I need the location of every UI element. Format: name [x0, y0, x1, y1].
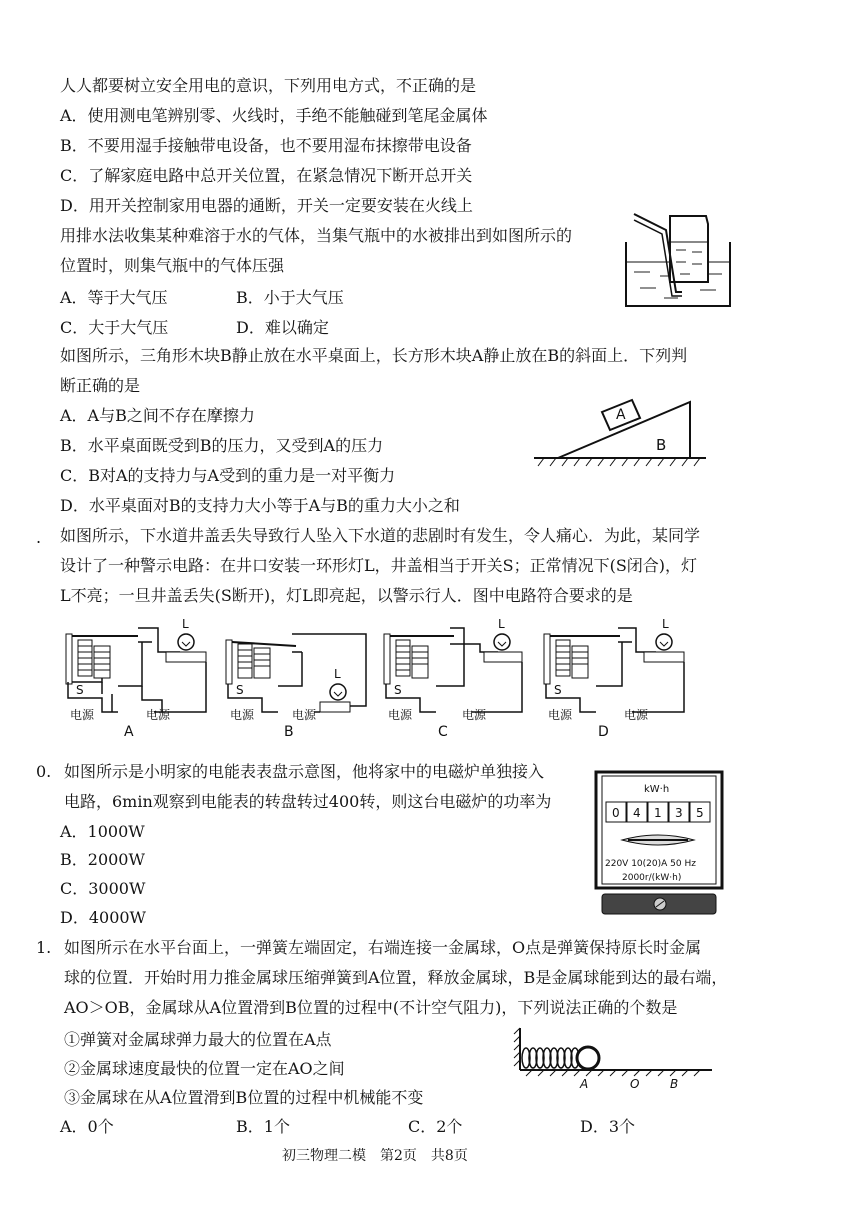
- q-circuit-stem-line2: 设计了一种警示电路：在井口安装一环形灯L，井盖相当于开关S；正常情况下(S闭合)，灯: [60, 556, 698, 575]
- q-meter-option-c: C．3000W: [60, 879, 146, 898]
- q-block-option-b: B．水平桌面既受到B的压力，又受到A的压力: [60, 436, 384, 455]
- q-meter-option-d: D．4000W: [60, 908, 146, 927]
- meter-digit-5: 5: [696, 806, 704, 820]
- q-meter-number: 0.: [36, 762, 52, 781]
- circuit-a-source1-label: 电源: [70, 708, 95, 722]
- circuit-a-letter: A: [124, 724, 134, 740]
- q-meter-stem-line2: 电路，6min观察到电能表的转盘转过400转，则这台电磁炉的功率为: [64, 792, 552, 811]
- q-safety-option-d: D．用开关控制家用电器的通断，开关一定要安装在火线上: [60, 196, 473, 215]
- circuit-c-source1-label: 电源: [388, 708, 413, 722]
- q-spring-option-c: C．2个: [408, 1117, 463, 1136]
- gas-collection-figure: [620, 212, 735, 312]
- circuit-d-lamp-label: L: [662, 617, 669, 631]
- point-a-label: A: [580, 1077, 589, 1091]
- q-meter-option-b: B．2000W: [60, 850, 145, 869]
- circuit-d-figure: [540, 616, 690, 740]
- q-gas-stem-line1: 用排水法收集某种难溶于水的气体，当集气瓶中的水被排出到如图所示的: [60, 226, 573, 245]
- q-safety-stem: 人人都要树立安全用电的意识，下列用电方式，不正确的是: [60, 76, 477, 95]
- q-circuit-number: .: [36, 528, 42, 547]
- meter-digit-4: 3: [675, 806, 683, 820]
- meter-digits: [606, 802, 710, 822]
- q-spring-statement-3: ③金属球在从A位置滑到B位置的过程中机械能不变: [64, 1088, 424, 1107]
- q-gas-option-b: B．小于大气压: [236, 288, 344, 307]
- q-gas-option-c: C．大于大气压: [60, 318, 169, 337]
- circuit-b-switch-label: S: [236, 683, 244, 697]
- q-spring-option-a: A．0个: [60, 1117, 114, 1136]
- q-safety-option-b: B．不要用湿手接触带电设备，也不要用湿布抹擦带电设备: [60, 136, 472, 155]
- circuit-b-letter: B: [284, 724, 294, 740]
- circuit-c-lamp-label: L: [498, 617, 505, 631]
- circuit-c-letter: C: [438, 724, 448, 740]
- incline-blocks-figure: [530, 386, 710, 476]
- meter-rev-label: 2000r/(kW·h): [622, 873, 682, 883]
- spring-ball-figure: [512, 1022, 716, 1094]
- meter-digit-3: 1: [654, 806, 662, 820]
- circuit-d-switch-label: S: [554, 683, 562, 697]
- circuit-d-letter: D: [598, 724, 609, 740]
- block-b-label: B: [656, 436, 667, 454]
- page-footer: 初三物理二模 第2页 共8页: [282, 1148, 468, 1164]
- q-spring-statement-1: ①弹簧对金属球弹力最大的位置在A点: [64, 1030, 332, 1049]
- circuit-d-source2-label: 电源: [624, 708, 649, 722]
- meter-digit-1: 0: [612, 806, 620, 820]
- q-gas-option-d: D．难以确定: [236, 318, 329, 337]
- meter-unit-label: kW·h: [644, 784, 670, 795]
- circuit-b-figure: [222, 616, 372, 740]
- circuit-b-source1-label: 电源: [230, 708, 255, 722]
- q-meter-option-a: A．1000W: [60, 822, 145, 841]
- circuit-a-source2-label: 电源: [146, 708, 171, 722]
- point-o-label: O: [630, 1077, 640, 1091]
- circuit-a-lamp-label: L: [182, 617, 189, 631]
- q-gas-stem-line2: 位置时，则集气瓶中的气体压强: [60, 256, 285, 275]
- q-safety-option-c: C．了解家庭电路中总开关位置，在紧急情况下断开总开关: [60, 166, 473, 185]
- q-circuit-stem-line3: L不亮；一旦井盖丢失(S断开)，灯L即亮起，以警示行人．图中电路符合要求的是: [60, 586, 633, 605]
- circuit-d-source1-label: 电源: [548, 708, 573, 722]
- meter-spec-label: 220V 10(20)A 50 Hz: [605, 859, 696, 869]
- q-safety-option-a: A．使用测电笔辨别零、火线时，手绝不能触碰到笔尾金属体: [60, 106, 488, 125]
- q-meter-stem-line1: 如图所示是小明家的电能表表盘示意图，他将家中的电磁炉单独接入: [64, 762, 545, 781]
- circuit-b-source2-label: 电源: [292, 708, 317, 722]
- q-spring-statement-2: ②金属球速度最快的位置一定在AO之间: [64, 1059, 345, 1078]
- q-spring-stem-line1: 如图所示在水平台面上，一弹簧左端固定，右端连接一金属球，O点是弹簧保持原长时金属: [64, 938, 702, 957]
- circuit-c-switch-label: S: [394, 683, 402, 697]
- block-a-label: A: [616, 407, 626, 423]
- circuit-a-switch-label: S: [76, 683, 84, 697]
- circuit-c-figure: [380, 616, 530, 740]
- energy-meter-figure: [594, 770, 724, 918]
- circuit-a-figure: [62, 616, 212, 740]
- q-block-stem-line1: 如图所示，三角形木块B静止放在水平桌面上，长方形木块A静止放在B的斜面上．下列判: [60, 346, 688, 365]
- q-spring-stem-line2: 球的位置．开始时用力推金属球压缩弹簧到A位置，释放金属球，B是金属球能到达的最右端，: [64, 968, 728, 987]
- q-spring-option-d: D．3个: [580, 1117, 636, 1136]
- q-block-stem-line2: 断正确的是: [60, 376, 141, 395]
- q-spring-number: 1.: [36, 938, 52, 957]
- point-b-label: B: [670, 1077, 679, 1091]
- q-block-option-d: D．水平桌面对B的支持力大小等于A与B的重力大小之和: [60, 496, 460, 515]
- circuit-c-source2-label: 电源: [462, 708, 487, 722]
- circuit-b-lamp-label: L: [334, 667, 341, 681]
- q-gas-option-a: A．等于大气压: [60, 288, 168, 307]
- meter-digit-2: 4: [633, 806, 641, 820]
- q-block-option-a: A．A与B之间不存在摩擦力: [60, 406, 255, 425]
- q-circuit-stem-line1: 如图所示，下水道井盖丢失导致行人坠入下水道的悲剧时有发生，令人痛心．为此，某同学: [60, 526, 701, 545]
- q-spring-stem-line3: AO＞OB，金属球从A位置滑到B位置的过程中(不计空气阻力)，下列说法正确的个数是: [64, 998, 678, 1017]
- q-spring-option-b: B．1个: [236, 1117, 290, 1136]
- q-block-option-c: C．B对A的支持力与A受到的重力是一对平衡力: [60, 466, 396, 485]
